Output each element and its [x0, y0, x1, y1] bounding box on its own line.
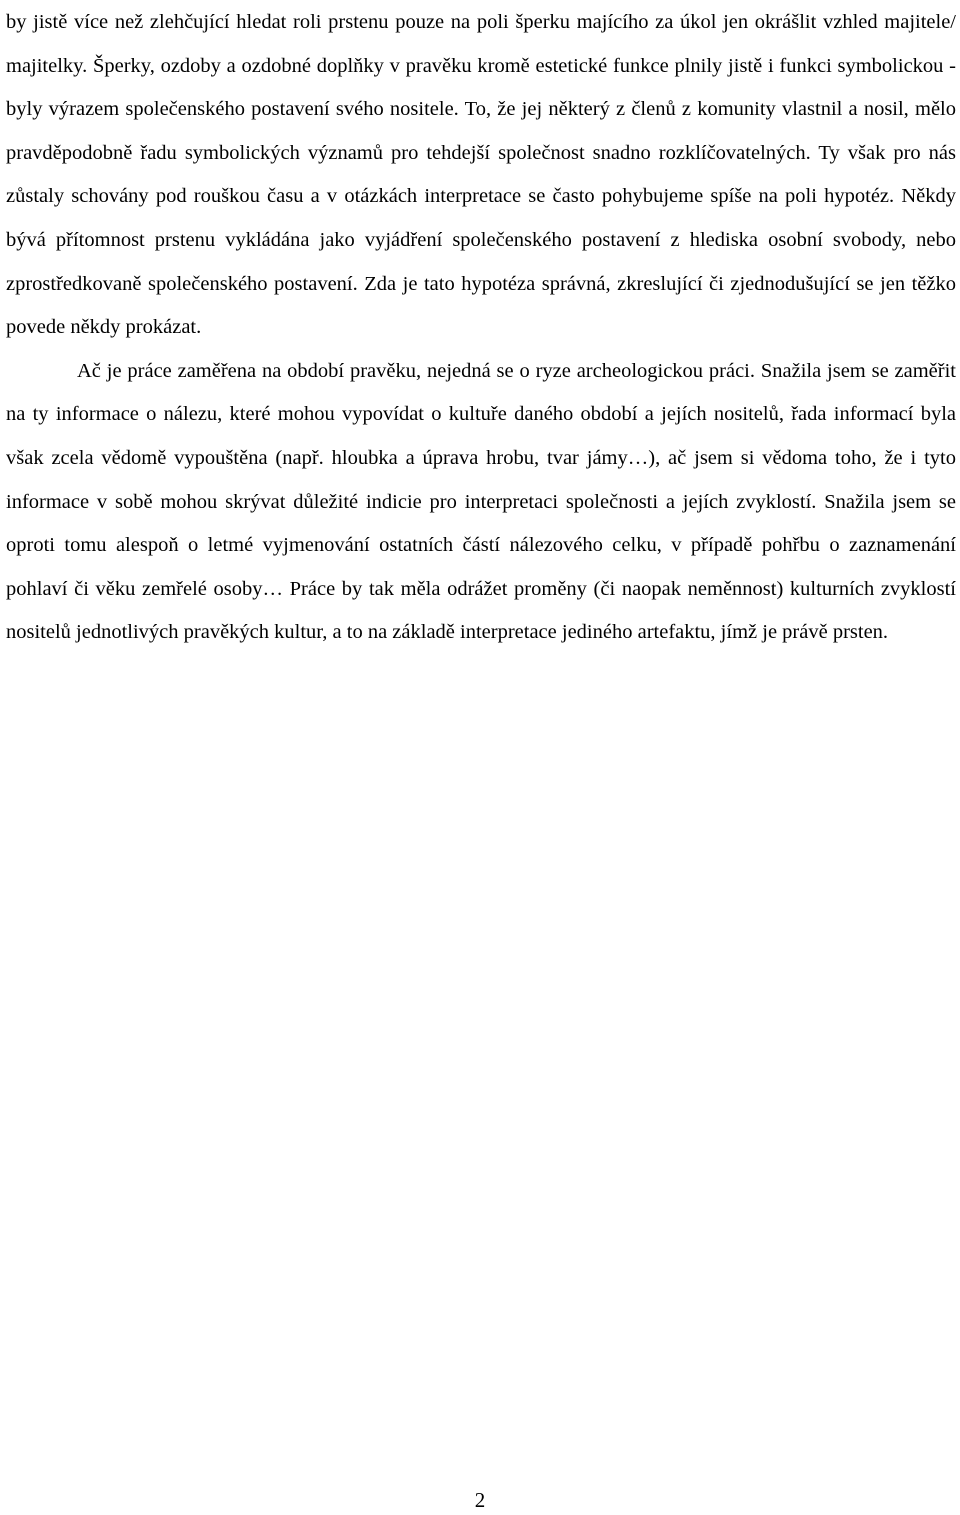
page-number: 2	[474, 1488, 486, 1512]
body-text	[6, 1, 956, 655]
paragraph-1: by jistě více než zlehčující hledat roli prstenu pouze na poli šperku majícího za úkol jen okrášlit vzhled majitele/ majitelky. Šperky, ozdoby a ozdobné doplňky v pravěku kromě estetické funkce plnily jistě i funkci symbolickou - byly výrazem společenského postavení svého nositele. To, že jej některý z členů z komunity vlastnil a nosil, mělo pravděpodobně řadu symbolických významů pro tehdejší společnost snadno rozklíčovatelných. Ty však pro nás zůstaly schovány pod rouškou času a v otázkách interpretace se často pohybujeme spíše na poli hypotéz. Někdy bývá přítomnost prstenu vykládána jako vyjádření společenského postavení z hlediska osobní svobody, nebo zprostředkovaně společenského postavení. Zda je tato hypotéza správná, zkreslující či zjednodušující se jen těžko povede někdy prokázat.	[6, 11, 956, 339]
paragraph-2: Ač je práce zaměřena na období pravěku, nejedná se o ryze archeologickou práci. Snažila jsem se zaměřit na ty informace o nálezu, které mohou vypovídat o kultuře daného období a jejích nositelů, řada informací byla však zcela vědomě vypouštěna (např. hloubka a úprava hrobu, tvar jámy…), ač jsem si vědoma toho, že i tyto informace v sobě mohou skrývat důležité indicie pro interpretaci společnosti a jejích zvyklostí. Snažila jsem se oproti tomu alespoň o letmé vyjmenování ostatních částí nálezového celku, v případě pohřbu o zaznamenání pohlaví či věku zemřelé osoby… Práce by tak měla odrážet proměny (či naopak neměnnost) kulturních zvyklostí nositelů jednotlivých pravěkých kultur, a to na základě interpretace jediného artefaktu, jímž je právě prsten.	[6, 359, 956, 644]
